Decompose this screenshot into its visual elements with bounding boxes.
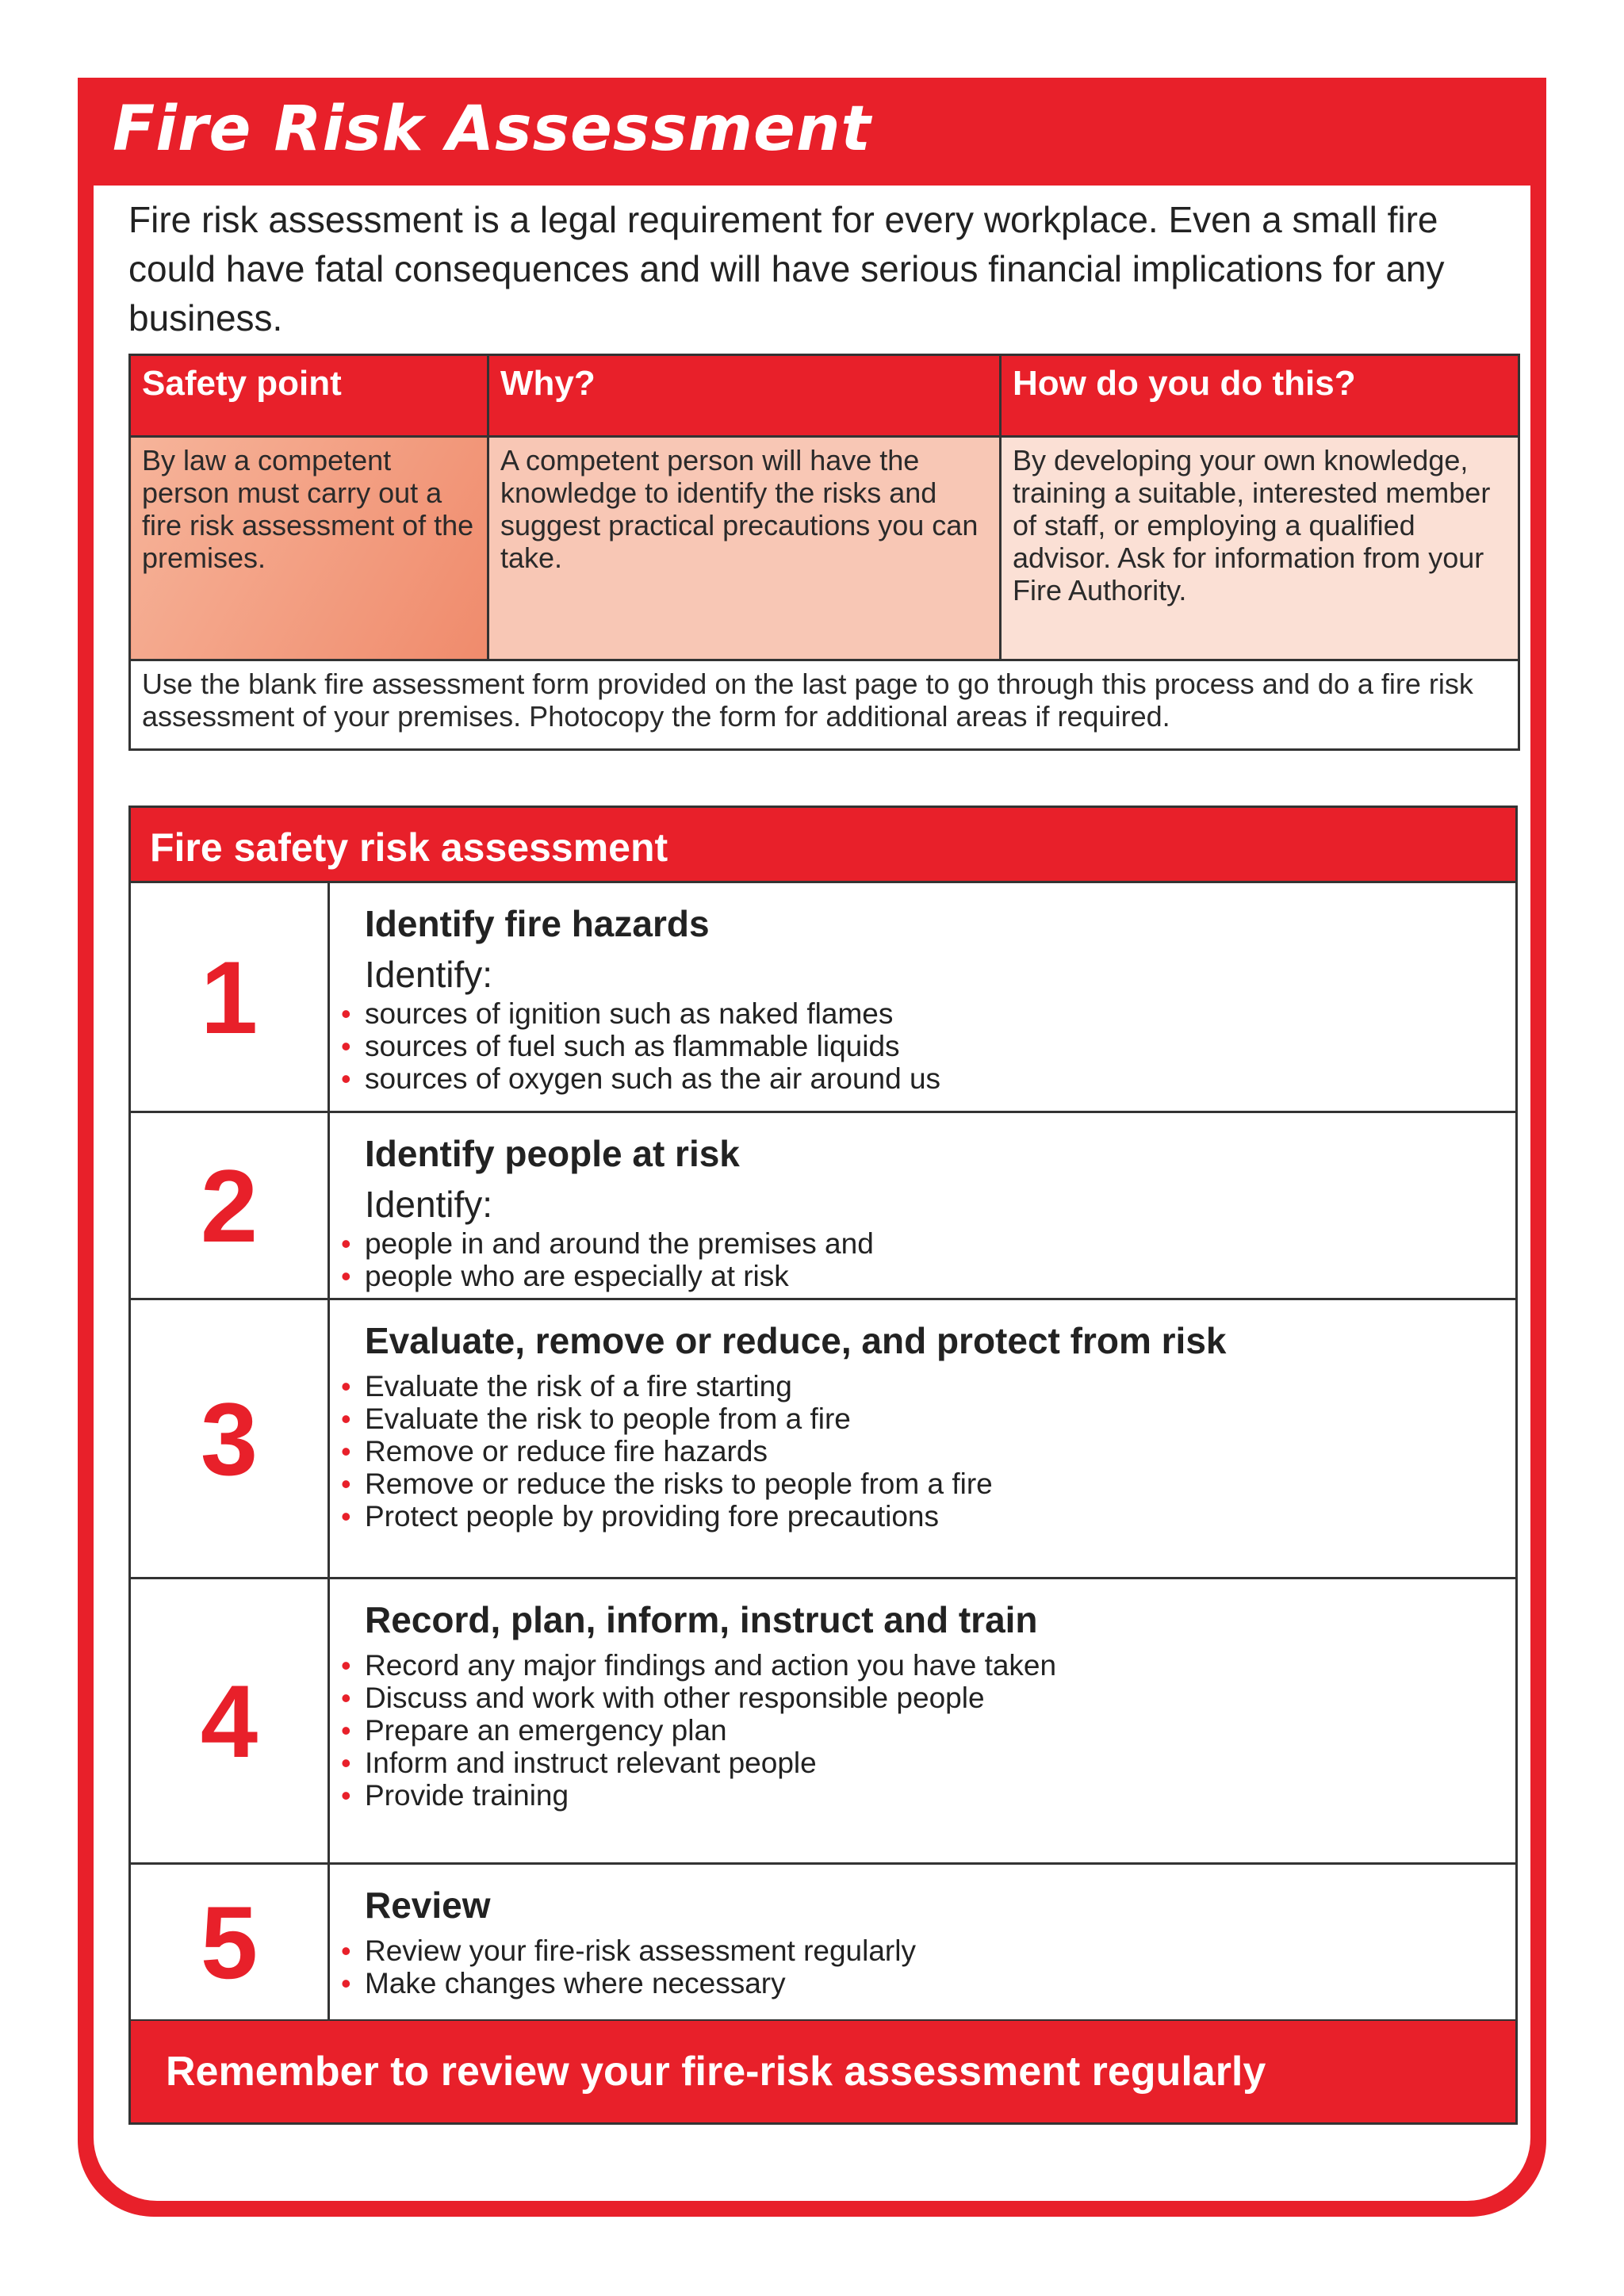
intro-paragraph: Fire risk assessment is a legal requirement for every workplace. Even a small fire could have fatal consequences and will have serious financial implications for any business. [128,199,1445,339]
table-note-row [130,660,1519,750]
list-item: • Review your fire-risk assessment regularly [341,1934,916,1967]
step-body [330,1865,916,2019]
step-heading: Evaluate, remove or reduce, and protect from risk [365,1320,1227,1361]
header-why: Why? [488,355,1001,437]
safety-point-table [128,354,1520,751]
list-item: • Protect people by providing fore precautions [341,1500,1226,1533]
bullet-list [341,1227,874,1292]
step-body [330,1300,1226,1577]
list-item: • people who are especially at risk [341,1260,874,1292]
step-body [330,1579,1056,1862]
bullet-list [341,1649,1056,1812]
step-number: 3 [131,1300,330,1577]
bullet-list [341,997,940,1095]
step-heading: Record, plan, inform, instruct and train [365,1599,1038,1640]
page-title: Fire Risk Assessment [113,94,871,165]
list-item: • Evaluate the risk of a fire starting [341,1370,1226,1402]
fire-safety-steps [128,806,1518,2125]
header-how: How do you do this? [1001,355,1519,437]
step-heading: Identify people at risk [365,1133,740,1174]
step-heading: Review [365,1885,491,1926]
header-safety-point: Safety point [130,355,488,437]
table-header-row [130,355,1519,437]
step-subheading: Identify: [365,954,493,995]
step-number: 4 [131,1579,330,1862]
list-item: • Evaluate the risk to people from a fire [341,1402,1226,1435]
step-1 [131,883,1515,1113]
steps-title: Fire safety risk assessment [131,808,1515,883]
content-panel [94,186,1530,2201]
cell-why: A competent person will have the knowledge to identify the risks and suggest practical precautions you can take. [488,437,1001,660]
bullet-list [341,1934,916,1999]
list-item: • sources of fuel such as flammable liquids [341,1030,940,1062]
step-3 [131,1300,1515,1579]
list-item: • Discuss and work with other responsible people [341,1682,1056,1714]
step-2 [131,1113,1515,1300]
list-item: • Provide training [341,1779,1056,1812]
list-item: • Prepare an emergency plan [341,1714,1056,1747]
step-5 [131,1865,1515,2022]
list-item: • Inform and instruct relevant people [341,1747,1056,1779]
bullet-list [341,1370,1226,1533]
review-reminder-banner: Remember to review your fire-risk assessment regularly [131,2021,1515,2122]
list-item: • Record any major findings and action you have taken [341,1649,1056,1682]
step-subheading: Identify: [365,1184,493,1225]
step-number: 2 [131,1113,330,1298]
table-row [130,437,1519,660]
step-4 [131,1579,1515,1865]
list-item: • Remove or reduce the risks to people from a fire [341,1468,1226,1500]
list-item: • sources of ignition such as naked flames [341,997,940,1030]
step-number: 5 [131,1865,330,2019]
step-heading: Identify fire hazards [365,903,710,944]
table-note: Use the blank fire assessment form provided on the last page to go through this process and do a fire risk assessment of your premises. Photocopy the form for additional areas if required. [130,660,1519,750]
cell-how: By developing your own knowledge, training a suitable, interested member of staff, or employing a qualified advisor. Ask for information from your Fire Authority. [1001,437,1519,660]
cell-safety-point: By law a competent person must carry out a fire risk assessment of the premises. [130,437,488,660]
list-item: • people in and around the premises and [341,1227,874,1260]
page-frame [78,78,1546,2217]
step-number: 1 [131,883,330,1111]
list-item: • sources of oxygen such as the air around us [341,1062,940,1095]
list-item: • Make changes where necessary [341,1967,916,1999]
list-item: • Remove or reduce fire hazards [341,1435,1226,1468]
step-body [330,1113,874,1298]
step-body [330,883,940,1111]
